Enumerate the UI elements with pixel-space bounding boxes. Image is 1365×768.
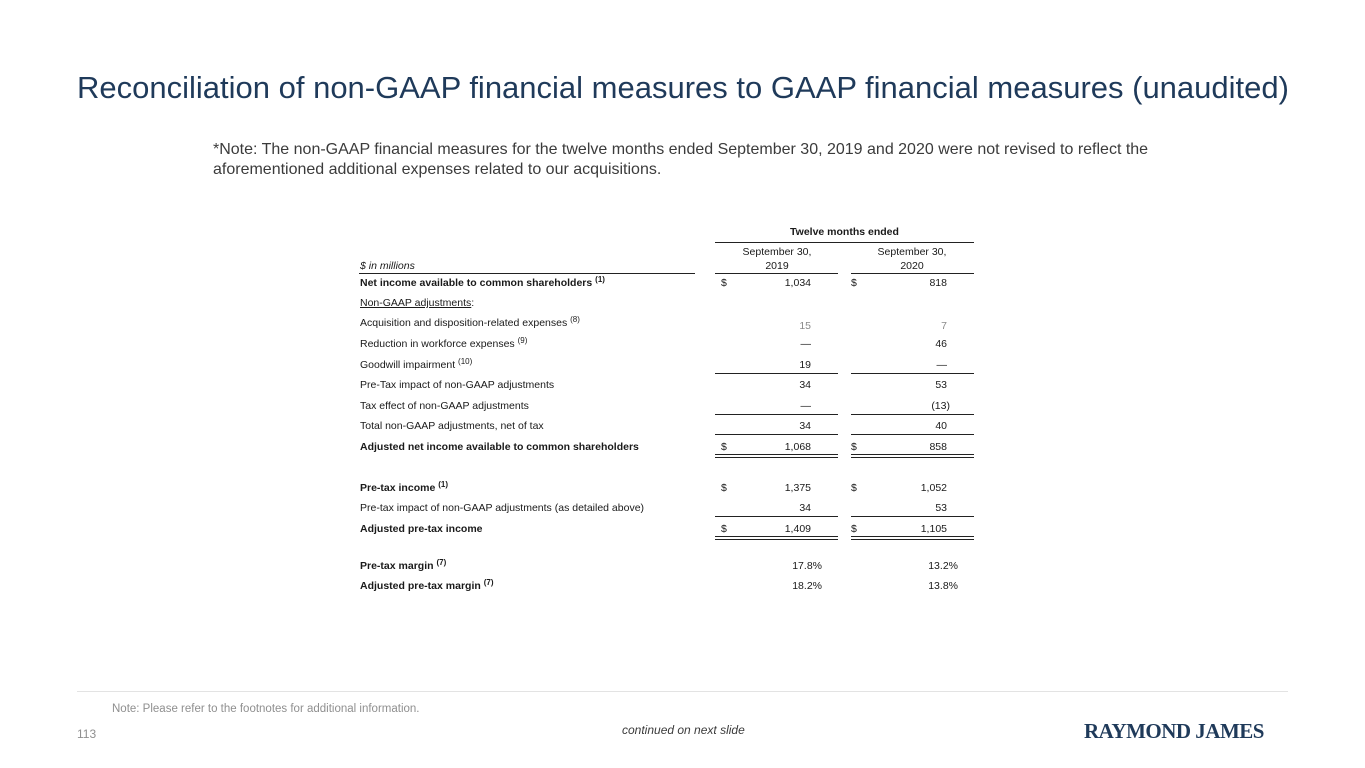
table-cell: 13.8% — [928, 580, 958, 592]
currency-symbol: $ — [851, 482, 857, 494]
table-cell: 7 — [941, 320, 947, 332]
subtotal-rule — [715, 434, 838, 435]
header-rule-label — [359, 273, 695, 274]
table-row-label: Pre-tax impact of non-GAAP adjustments (as detailed above) — [360, 502, 645, 514]
table-cell: 34 — [799, 502, 811, 514]
table-cell: 53 — [935, 379, 947, 391]
page-title: Reconciliation of non-GAAP financial measures to GAAP financial measures (unaudited) — [77, 70, 1289, 105]
units-label: $ in millions — [360, 260, 415, 272]
table-row-label: Tax effect of non-GAAP adjustments — [360, 400, 529, 412]
table-row-label: Reduction in workforce expenses $^{(9)}$ — [360, 336, 528, 350]
table-row-label: Adjusted pre-tax income — [360, 523, 483, 535]
table-cell: 34 — [799, 379, 811, 391]
table-row-label: Adjusted pre-tax margin $^{(7)}$ — [360, 578, 494, 592]
total-double-rule — [715, 454, 838, 458]
total-double-rule — [851, 454, 974, 458]
col-header-2020: September 30, 2020 — [877, 246, 947, 272]
table-cell: 17.8% — [792, 560, 822, 572]
currency-symbol: $ — [721, 482, 727, 494]
table-cell: 46 — [935, 338, 947, 350]
subtotal-rule — [715, 414, 838, 415]
currency-symbol: $ — [851, 523, 857, 535]
currency-symbol: $ — [851, 441, 857, 453]
page-number: 113 — [77, 727, 97, 741]
table-cell: 1,375 — [784, 482, 811, 494]
table-row-label: Net income available to common shareholders $^{(1)}$ — [360, 275, 605, 289]
table-cell: 13.2% — [928, 560, 958, 572]
table-row-label: Non-GAAP adjustments: — [360, 297, 475, 309]
table-cell: — — [800, 338, 811, 350]
header-rule-2019 — [715, 273, 838, 274]
table-row-label: Pre-Tax impact of non-GAAP adjustments — [360, 379, 555, 391]
table-cell: 40 — [935, 420, 947, 432]
table-cell: 1,052 — [920, 482, 947, 494]
footer-divider — [77, 691, 1288, 692]
acquisition-note: *Note: The non-GAAP financial measures for the twelve months ended September 30, 2019 and 2020 were not revised to reflect the aforementioned additional expenses related to our acquisitions. — [213, 141, 1149, 178]
table-cell: 1,034 — [784, 277, 811, 289]
raymond-james-logo: RAYMOND JAMES — [1084, 719, 1264, 743]
table-cell: 15 — [799, 320, 811, 332]
table-row-label: Adjusted net income available to common shareholders — [360, 441, 639, 453]
table-cell: 1,105 — [920, 523, 947, 535]
table-cell: 18.2% — [792, 580, 822, 592]
currency-symbol: $ — [851, 277, 857, 289]
subtotal-rule — [715, 516, 838, 517]
table-cell: — — [800, 400, 811, 412]
table-cell: 1,409 — [784, 523, 811, 535]
total-double-rule — [851, 536, 974, 540]
col-header-2019: September 30, 2019 — [742, 246, 812, 272]
header-rule-2020 — [851, 273, 974, 274]
currency-symbol: $ — [721, 277, 727, 289]
group-header: Twelve months ended — [790, 226, 899, 238]
group-header-rule — [715, 242, 974, 243]
table-cell: 19 — [799, 359, 811, 371]
subtotal-rule — [715, 373, 838, 374]
table-cell: 53 — [935, 502, 947, 514]
subtotal-rule — [851, 516, 974, 517]
continued-label: continued on next slide — [622, 723, 745, 737]
subtotal-rule — [851, 434, 974, 435]
table-cell: — — [936, 359, 947, 371]
currency-symbol: $ — [721, 441, 727, 453]
table-cell: 34 — [799, 420, 811, 432]
table-row-label: Pre-tax margin $^{(7)}$ — [360, 558, 447, 572]
table-cell: (13) — [931, 400, 950, 412]
table-row-label: Total non-GAAP adjustments, net of tax — [360, 420, 544, 432]
footer-note: Note: Please refer to the footnotes for additional information. — [112, 703, 420, 715]
table-cell: 1,068 — [784, 441, 811, 453]
table-row-label: Pre-tax income $^{(1)}$ — [360, 480, 448, 494]
table-row-label: Acquisition and disposition-related expenses $^{(8)}$ — [360, 315, 580, 329]
subtotal-rule — [851, 414, 974, 415]
subtotal-rule — [851, 373, 974, 374]
total-double-rule — [715, 536, 838, 540]
currency-symbol: $ — [721, 523, 727, 535]
table-cell: 858 — [929, 441, 947, 453]
table-cell: 818 — [929, 277, 947, 289]
table-row-label: Goodwill impairment $^{(10)}$ — [360, 357, 473, 371]
